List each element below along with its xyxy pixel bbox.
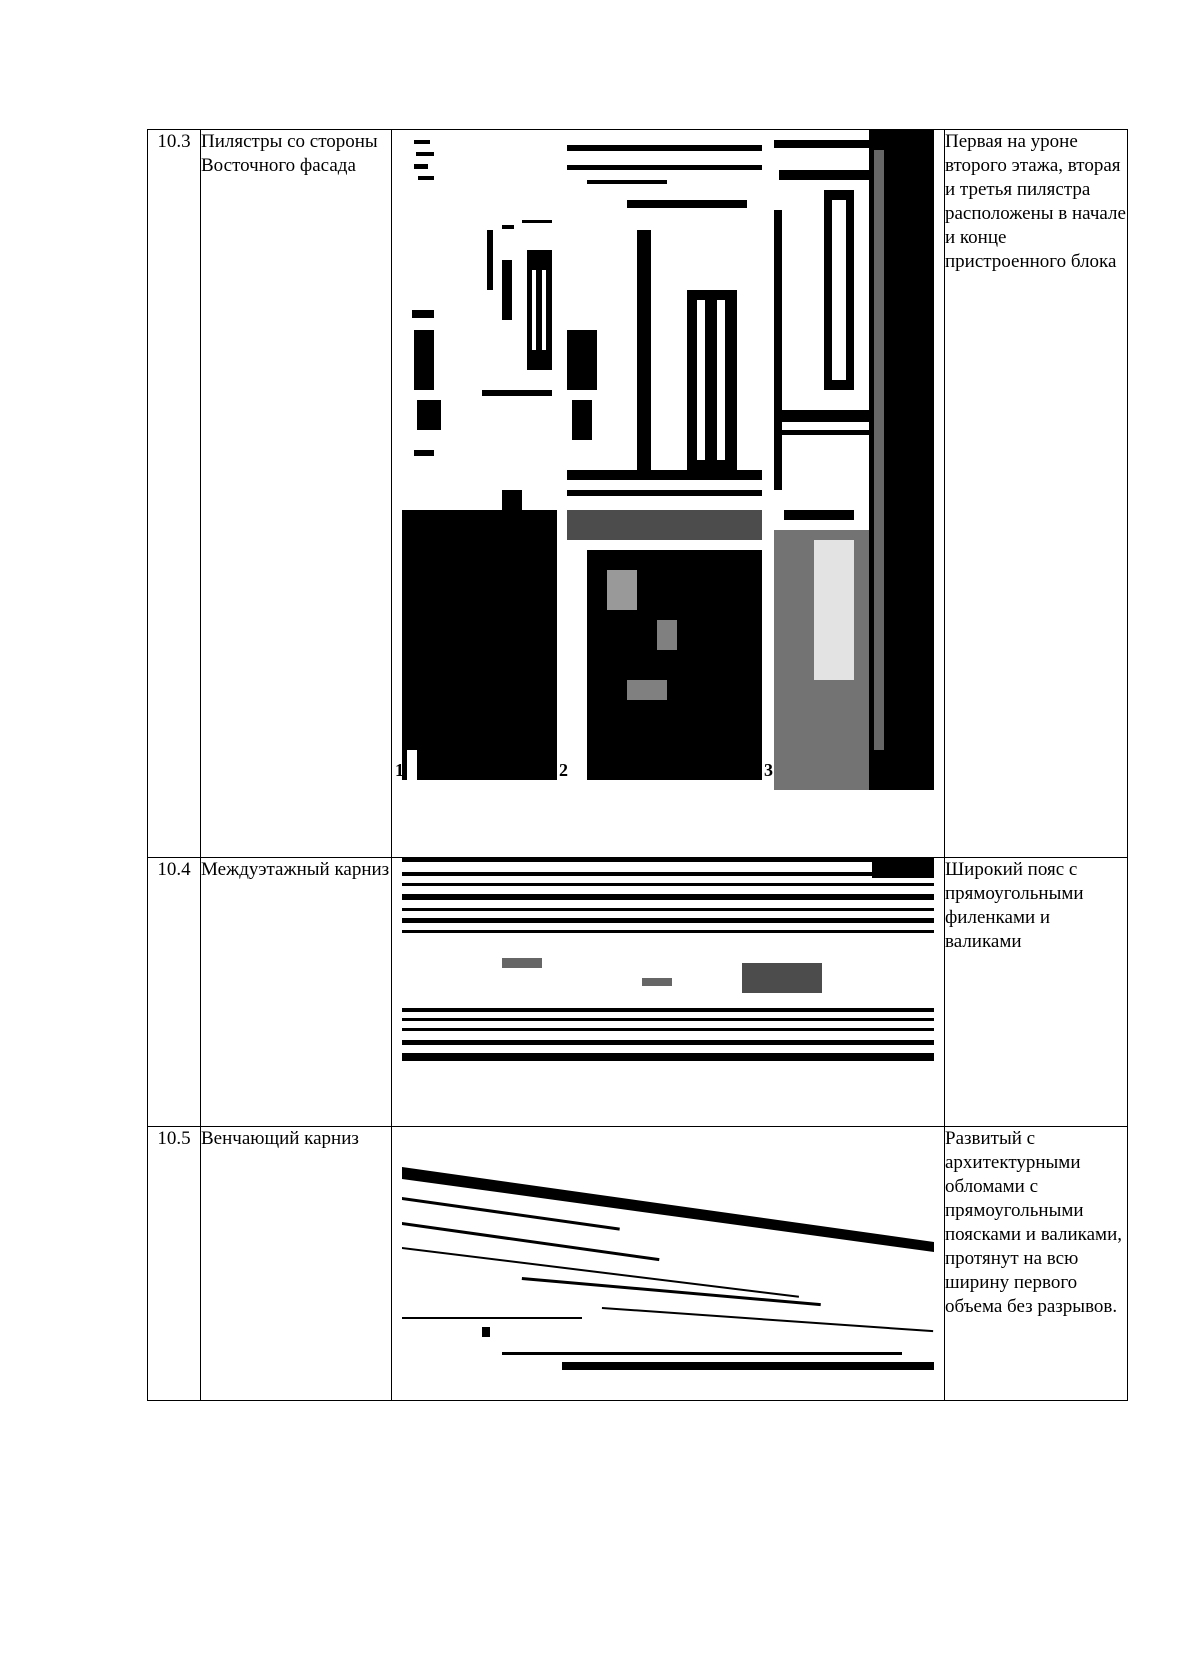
row-number: 10.3 <box>148 130 201 858</box>
photo-cell <box>392 130 945 858</box>
row-number: 10.5 <box>148 1127 201 1401</box>
element-name: Венчающий карниз <box>201 1127 392 1401</box>
photo-label-2: 2 <box>559 760 568 780</box>
table-row <box>148 858 1128 1127</box>
element-name: Пилястры со стороны Восточного фасада <box>201 130 392 858</box>
crowning-cornice-photo <box>402 1167 934 1372</box>
table-row <box>148 1127 1128 1401</box>
pilaster-photo-3 <box>774 130 934 790</box>
pilaster-photo-1 <box>402 130 557 780</box>
element-description: Широкий пояс с прямоугольными филенками и валиками <box>945 858 1128 1127</box>
interfloor-cornice-photo <box>402 858 934 1063</box>
photo-label-1: 1 <box>395 760 404 780</box>
photo-cell <box>392 1127 945 1401</box>
table-row <box>148 130 1128 858</box>
element-name: Междуэтажный карниз <box>201 858 392 1127</box>
photo-label-3: 3 <box>764 760 773 780</box>
elements-table <box>147 129 1128 1401</box>
row-number: 10.4 <box>148 858 201 1127</box>
photo-cell <box>392 858 945 1127</box>
element-description: Развитый с архитектурными обломами с прямоугольными поясками и валиками, протянут на всю ширину первого объема без разрывов. <box>945 1127 1128 1401</box>
element-description: Первая на уроне второго этажа, вторая и третья пилястра расположены в начале и конце пристроенного блока <box>945 130 1128 858</box>
pilaster-photo-2 <box>567 140 762 780</box>
